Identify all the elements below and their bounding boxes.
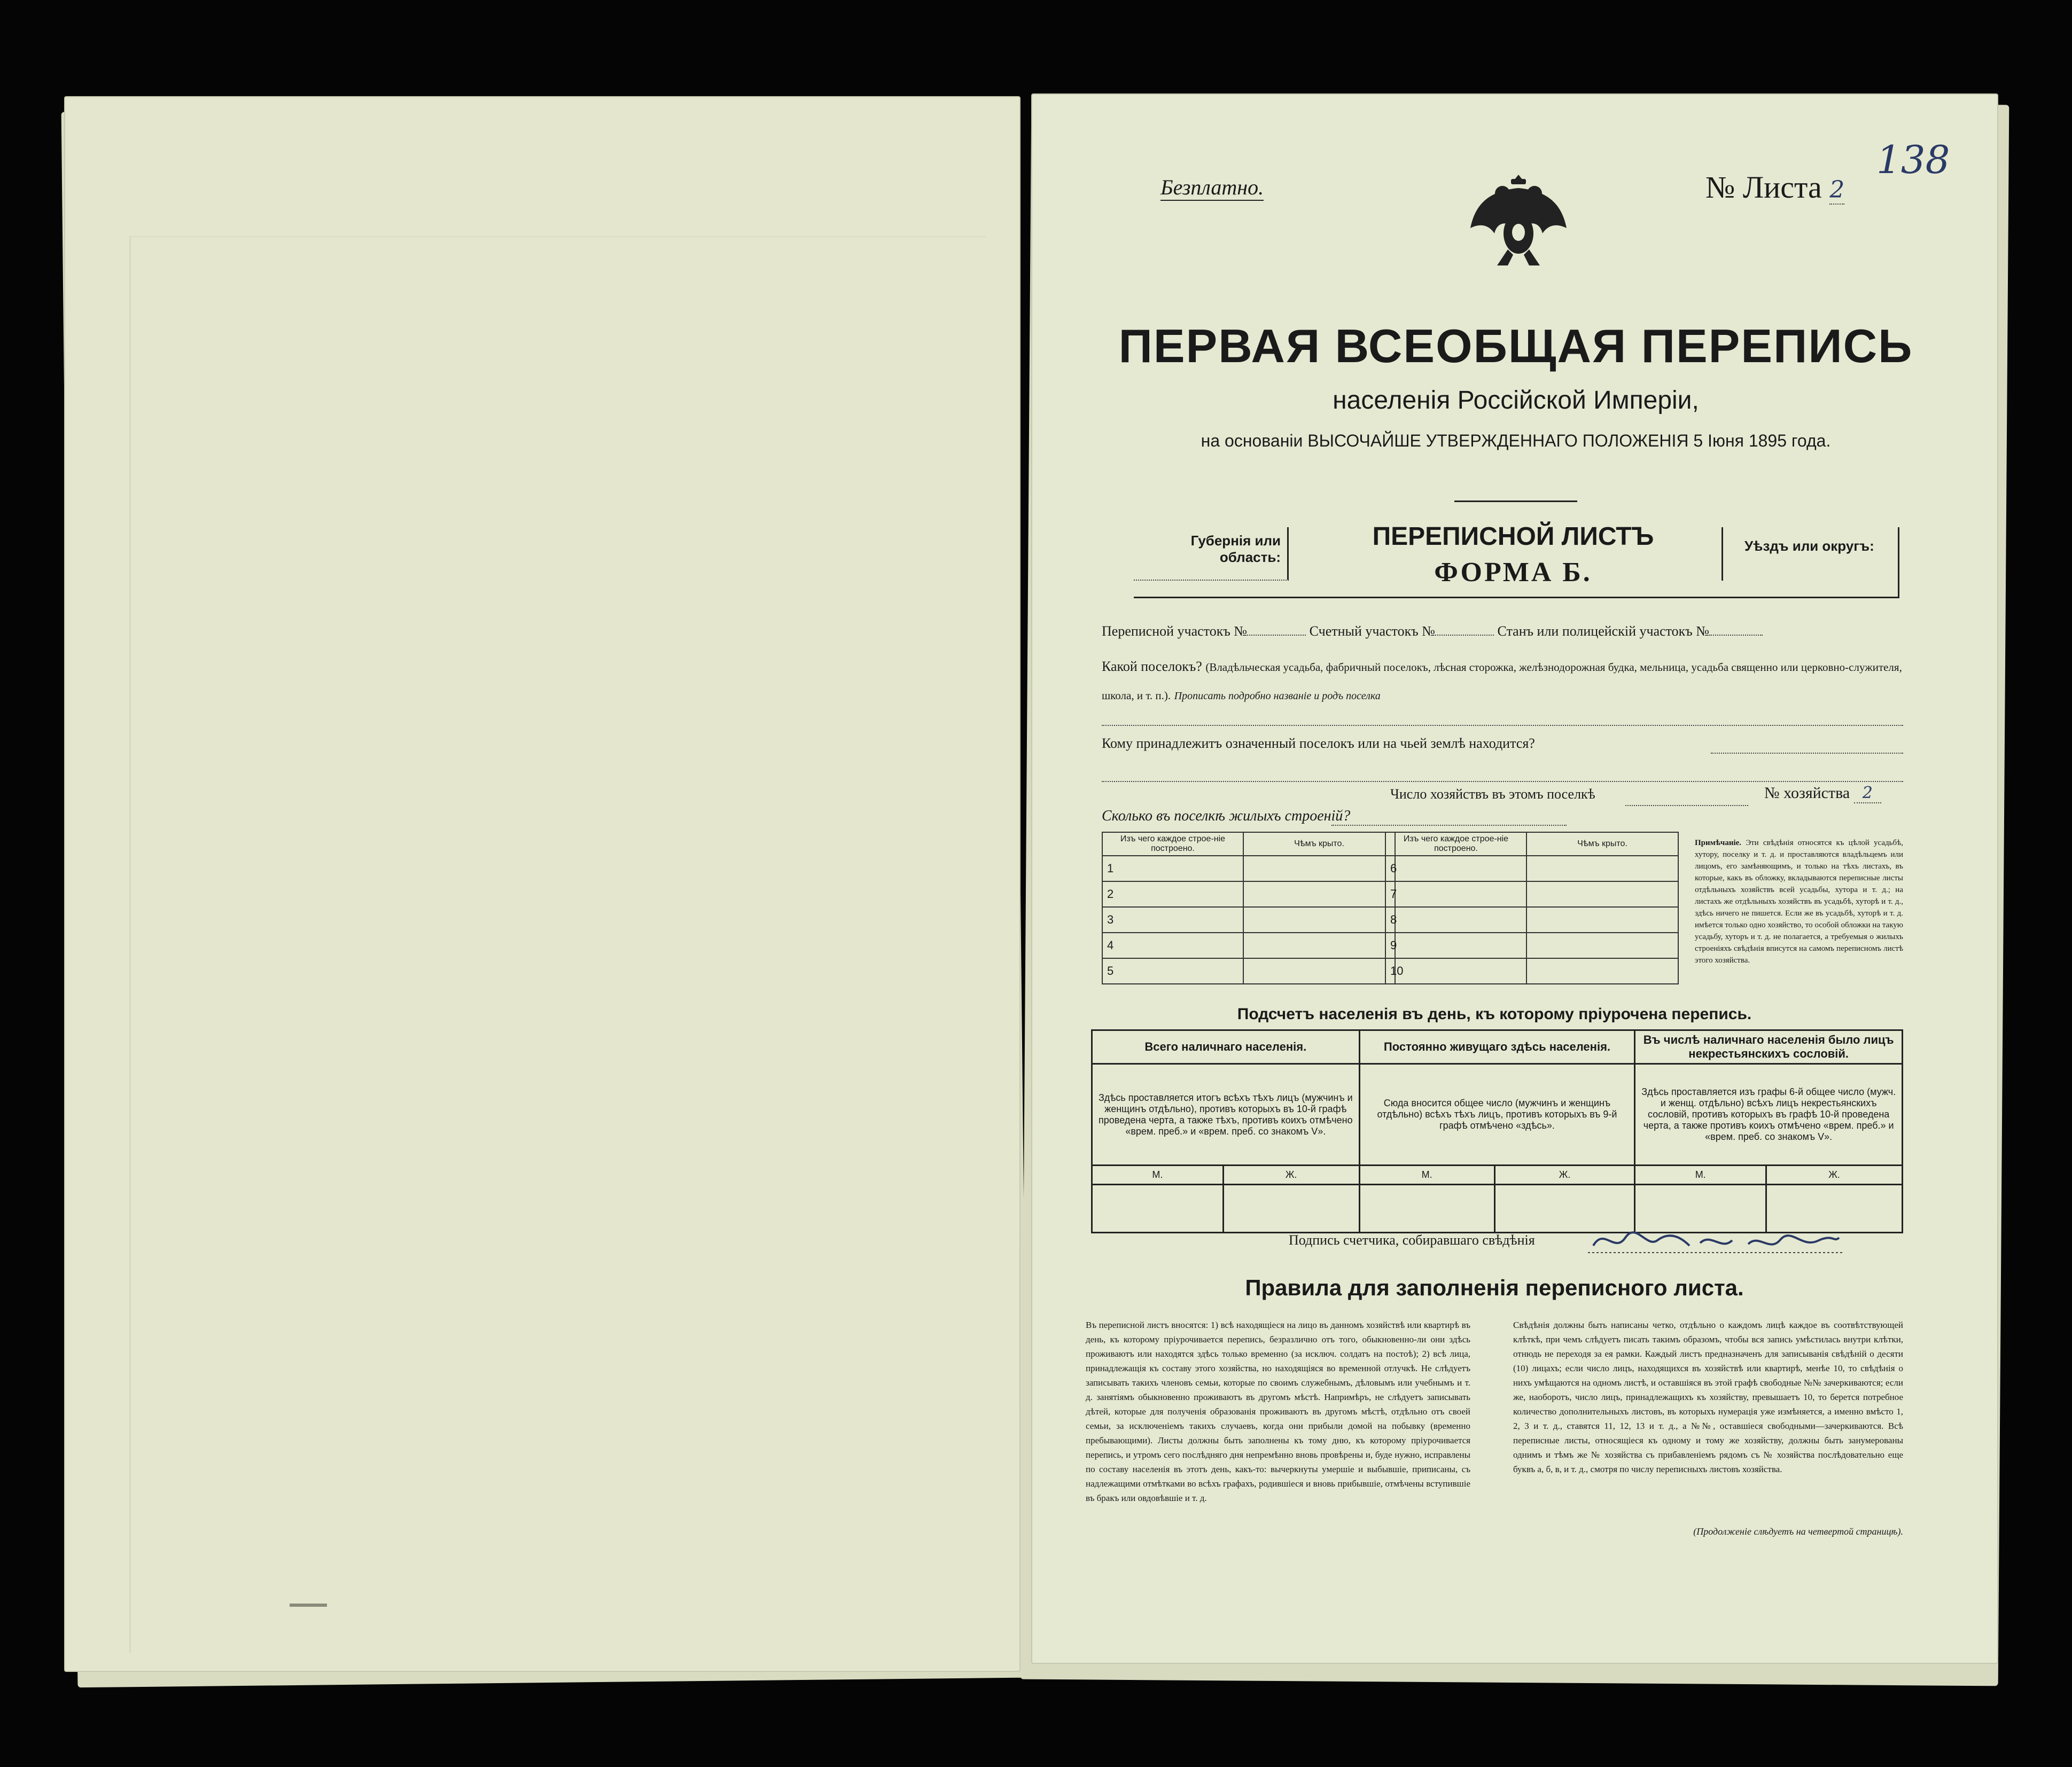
col2-text: Сюда вносится общее число (мужчинъ и женщинъ отдѣльно) всѣхъ тѣхъ лицъ, противъ которыхъ въ 9-й графѣ отмѣчено «здѣсь».	[1359, 1064, 1635, 1166]
table-row: 7	[1385, 881, 1678, 907]
dwellings-field[interactable]	[1331, 825, 1567, 826]
rules-right-column: Свѣдѣнія должны быть написаны четко, отдѣльно о каждомъ лицѣ каждое въ соотвѣтствующей клѣткѣ, при чемъ слѣдуетъ писать такимъ образомъ, чтобы вся запись умѣстилась внутри клѣтки, отнюдь не переходя за ея рамки. Каждый листъ предназначенъ для записыванія свѣдѣній о десяти (10) лицахъ; если число лицъ, находящихся въ хозяйствѣ или квартирѣ, менѣе 10, то свѣдѣнія о нихъ умѣщаются на одномъ листѣ, и оставшіяся въ этой графѣ свободные №№ зачеркиваются; если же, наоборотъ, число лицъ, принадлежащихъ къ хозяйству, превышаетъ 10, то берется потребное количество дополнительныхъ листовъ, въ которыхъ нумерація уже измѣняется, а именно вмѣсто 1, 2, 3 и т. д., ставятся 11, 12, 13 и т. д., а №№, оставшіеся свободными—зачеркиваются. Всѣ переписные листы, относящіеся къ одному и тому же хозяйству, должны быть занумерованы однимъ и тѣмъ же № хозяйства съ прибавленіемъ рядомъ съ № хозяйства послѣдовательно еще буквъ а, б, в, и т. д., смотря по числу переписныхъ листовъ хозяйства.	[1513, 1320, 1903, 1474]
f-label: Ж.	[1223, 1166, 1359, 1185]
f-label: Ж.	[1766, 1166, 1903, 1185]
section-numbers-row	[1102, 623, 1903, 639]
totals-table	[1091, 1029, 1903, 1233]
household-number-value: 2	[1854, 784, 1881, 803]
col3-text: Здѣсь проставляется изъ графы 6-й общее число (мужч. и женщ. отдѣльно) всѣхъ лицъ некрестьянскихъ сословій, противъ которыхъ въ графѣ 10-й проведена черта, а также противъ коихъ отмѣчено «врем. преб.» и «врем. преб. со знакомъ V».	[1635, 1064, 1903, 1166]
col-roof-header: Чѣмъ крыто.	[1243, 832, 1395, 856]
table-row: 2	[1102, 881, 1395, 907]
note	[1695, 837, 1903, 966]
bleed-through-lines	[129, 236, 986, 1653]
col1-text: Здѣсь проставляется итогъ всѣхъ тѣхъ лицъ (мужчинъ и женщинъ отдѣльно), противъ которыхъ въ 10-й графѣ проведена черта, а также тѣхъ, противъ коихъ отмѣчено «врем. преб.» и «врем. преб. со знакомъ V».	[1092, 1064, 1360, 1166]
table-row: 4	[1102, 933, 1395, 958]
buildings-table-left	[1102, 832, 1396, 984]
count-section-label: Счетный участокъ №	[1309, 623, 1435, 639]
settlement-block	[1102, 653, 1903, 710]
total-m-field[interactable]	[1092, 1185, 1224, 1233]
households-count-label: Число хозяйствъ въ этомъ поселкѣ	[1390, 786, 1595, 802]
count-section-field[interactable]	[1435, 635, 1494, 636]
double-headed-eagle-emblem	[1460, 164, 1577, 271]
free-label: Безплатно.	[1160, 175, 1264, 201]
divider	[1454, 501, 1577, 502]
owner-field-extra[interactable]	[1102, 781, 1903, 782]
page-subtitle: населенія Россійской Имперіи,	[1333, 386, 1699, 415]
permanent-m-field[interactable]	[1359, 1185, 1494, 1233]
households-count-field[interactable]	[1625, 805, 1748, 806]
form-label: ФОРМА Б.	[1434, 557, 1592, 588]
m-label: М.	[1092, 1166, 1224, 1185]
handwritten-signature	[1588, 1222, 1844, 1259]
table-row: 9	[1385, 933, 1678, 958]
m-label: М.	[1359, 1166, 1494, 1185]
sheet-number-value: 2	[1829, 176, 1845, 204]
legal-basis: на основаніи ВЫСОЧАЙШЕ УТВЕРЖДЕННАГО ПОЛОЖЕНІЯ 5 Іюня 1895 года.	[1201, 431, 1831, 450]
header-rule-right	[1898, 527, 1899, 598]
signature-label: Подпись счетчика, собиравшаго свѣдѣнія	[1289, 1232, 1535, 1248]
note-text: Эти свѣдѣнія относятся къ цѣлой усадьбѣ, хутору, поселку и т. д. и проставляются владѣльцемъ или лицомъ, его замѣняющимъ, и только на тѣхъ листахъ, въ которые, какъ въ обложку, вкладываются переписные листы отдѣльныхъ хозяйствъ всей усадьбы, хутора и т. д.; на листахъ же отдѣльныхъ хозяйствъ въ усадьбѣ, хуторѣ и т. д., здѣсь ничего не пишется. Если же въ усадьбѣ, хуторѣ и т. д. имѣется только одно хозяйство, то особой обложки на такую усадьбу, хуторъ и т. д. не полагается, а требуемыя о жилыхъ строеніяхъ свѣдѣнія вписутся на самомъ переписномъ листѣ этого хозяйства.	[1695, 839, 1904, 965]
owner-question: Кому принадлежитъ означенный поселокъ или на чьей землѣ находится?	[1102, 736, 1535, 751]
owner-field[interactable]	[1711, 753, 1903, 754]
household-number: № хозяйства 2	[1764, 784, 1881, 802]
page-title: ПЕРВАЯ ВСЕОБЩАЯ ПЕРЕПИСЬ	[1118, 319, 1913, 372]
settlement-instruction: Прописать подробно названіе и родъ поселка	[1174, 690, 1381, 702]
sheet-number-label: № Листа 2	[1705, 170, 1845, 205]
census-form-page	[1031, 93, 1998, 1664]
col2-title: Постоянно живущаго здѣсь населенія.	[1359, 1030, 1635, 1064]
col1-title: Всего наличнаго населенія.	[1092, 1030, 1360, 1064]
totals-heading: Подсчетъ населенія въ день, къ которому пріурочена перепись.	[1237, 1005, 1752, 1023]
settlement-field[interactable]	[1102, 725, 1903, 726]
left-page	[64, 96, 1021, 1672]
col-material-header: Изъ чего каждое строе-ніе построено.	[1102, 832, 1243, 856]
table-row: 5	[1102, 958, 1395, 984]
signature-row	[1289, 1232, 1535, 1248]
settlement-hint: (Владѣльческая усадьба, фабричный поселокъ, лѣсная сторожка, желѣзнодорожная будка, мельница, усадьба священно или церковно-служителя, школа, и т. п.).	[1102, 661, 1902, 702]
header-rule	[1134, 597, 1898, 598]
table-row: 3	[1102, 907, 1395, 933]
total-f-field[interactable]	[1223, 1185, 1359, 1233]
census-section-field[interactable]	[1247, 635, 1306, 636]
police-section-field[interactable]	[1709, 635, 1763, 636]
rules-left-column: Въ переписной листъ вносятся: 1) всѣ находящіеся на лицо въ данномъ хозяйствѣ или квартирѣ въ день, къ которому пріурочивается перепись, безразлично отъ того, обыкновенно-ли они здѣсь проживаютъ или находятся здѣсь только временно (за исключ. солдатъ на постоѣ); 2) всѣ лица, принадлежащія къ составу этого хозяйства, но находящіяся во временной отлучкѣ. Не слѣдуетъ записывать такихъ членовъ семьи, которые по своимъ служебнымъ, дѣловымъ или учебнымъ и т. д. занятіямъ обыкновенно проживаютъ въ другомъ мѣстѣ. Напримѣръ, не слѣдуетъ записывать дѣтей, которые для полученія образованія проживаютъ въ другомъ мѣстѣ, отдѣльно отъ своей семьи, за исключеніемъ такихъ случаевъ, когда они прибыли домой на побывку (временно пребывающими). Листы должны быть заполнены къ тому дню, къ которому пріурочивается перепись, и утромъ сего послѣдняго дня непремѣнно вновь провѣрены и, буде нужно, исправлены по составу населенія въ этотъ день, какъ-то: вычеркнуты умершіе и выбывшіе, приписаны, съ надлежащими отмѣтками во всѣхъ графахъ, родившіеся и вновь прибывшіе, отмѣчены вступившіе въ бракъ или овдовѣвшіе и т. д.	[1086, 1320, 1470, 1503]
police-section-label: Станъ или полицейскій участокъ №	[1497, 623, 1710, 639]
settlement-question: Какой поселокъ?	[1102, 659, 1202, 674]
district-label: Уѣздъ или округъ:	[1722, 527, 1898, 581]
archive-number: 138	[1876, 137, 1950, 182]
province-label: Губернія или область:	[1134, 527, 1289, 581]
m-label: М.	[1635, 1166, 1766, 1185]
table-row: 1	[1102, 856, 1395, 881]
table-row: 6	[1385, 856, 1678, 881]
note-label: Примѣчаніе.	[1695, 839, 1742, 847]
col-roof-header: Чѣмъ крыто.	[1526, 832, 1678, 856]
buildings-table-right	[1385, 832, 1679, 984]
census-section-label: Переписной участокъ №	[1102, 623, 1248, 639]
sheet-title: ПЕРЕПИСНОЙ ЛИСТЪ	[1372, 522, 1654, 551]
f-label: Ж.	[1494, 1166, 1635, 1185]
table-row: 8	[1385, 907, 1678, 933]
col3-title: Въ числѣ наличнаго населенія было лицъ некрестьянскихъ сословій.	[1635, 1030, 1903, 1064]
rules-heading: Правила для заполненія переписного листа.	[1245, 1275, 1744, 1300]
continuation-note: (Продолженіе слѣдуетъ на четвертой страницѣ).	[1693, 1526, 1903, 1537]
table-row: 10	[1385, 958, 1678, 984]
dwellings-question: Сколько въ поселкѣ жилыхъ строеній?	[1102, 808, 1351, 824]
col-material-header: Изъ чего каждое строе-ніе построено.	[1385, 832, 1526, 856]
page-mark	[290, 1604, 327, 1607]
